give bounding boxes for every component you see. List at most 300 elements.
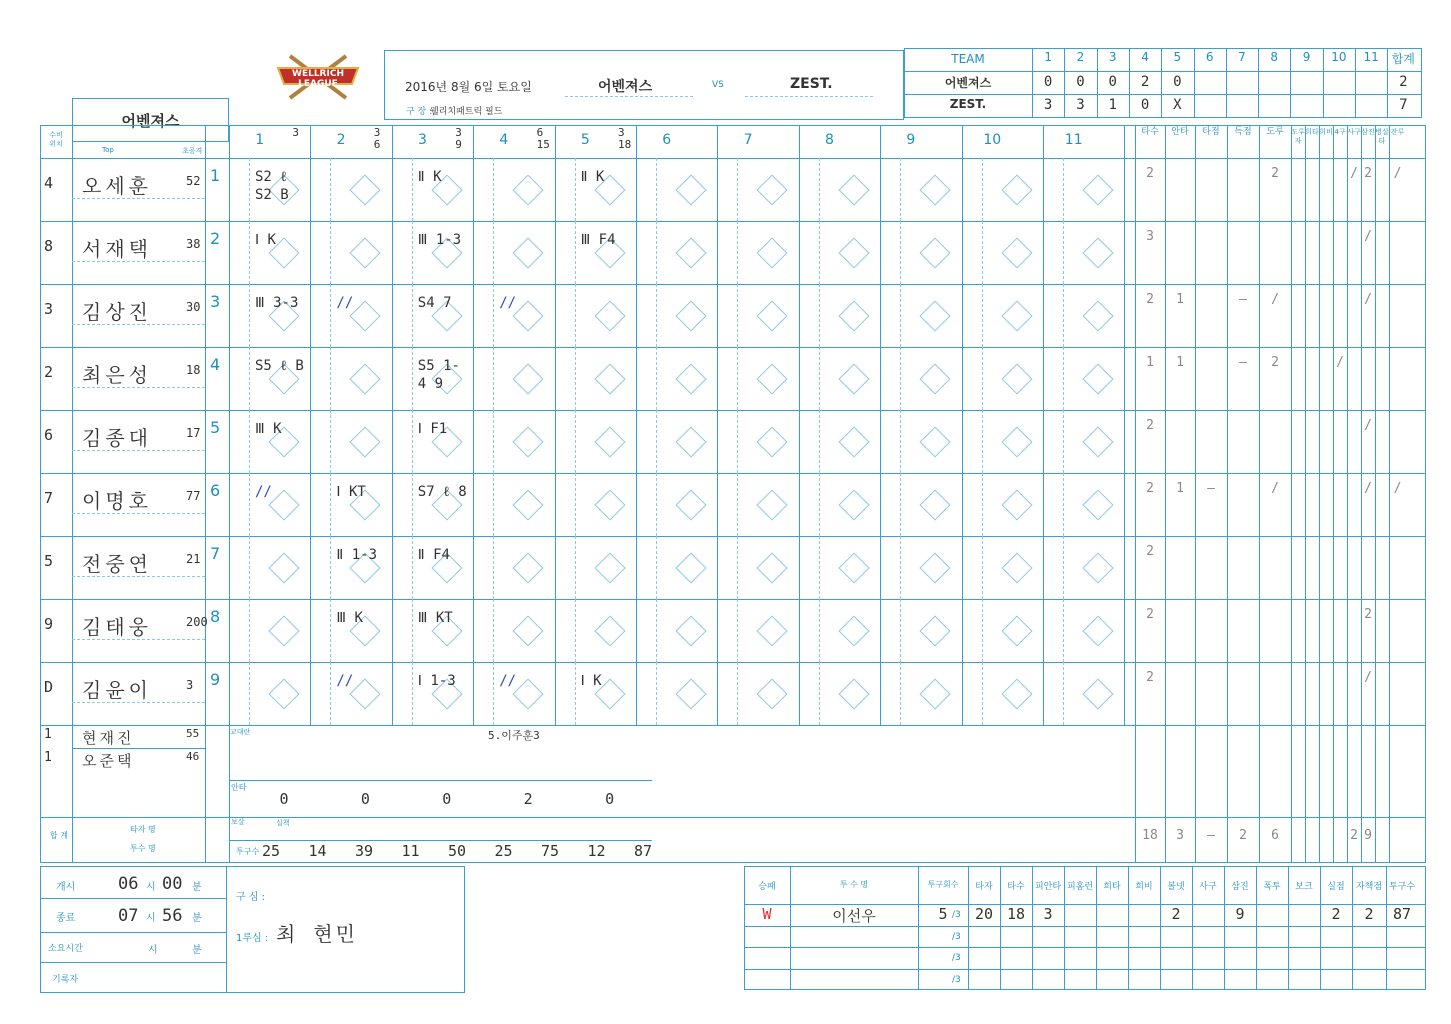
duration-label: 소요시간	[48, 944, 83, 954]
batting-order: 1	[210, 166, 221, 185]
count-dash	[575, 410, 576, 473]
count-dash	[819, 473, 820, 536]
count-dash	[900, 473, 901, 536]
batting-order: 2	[210, 229, 221, 248]
batter-position: 4	[44, 174, 54, 192]
inning-pitches: 12	[587, 842, 606, 860]
batter-position: 7	[44, 489, 54, 507]
count-dash	[982, 599, 983, 662]
row-line	[229, 840, 652, 841]
hour-unit: 시	[148, 945, 158, 956]
inning-header: 5	[1173, 50, 1182, 64]
batter-position: 3	[44, 300, 54, 318]
batter-stat: /	[1271, 292, 1279, 307]
inning-header: 9	[1302, 50, 1311, 64]
count-dash	[1063, 221, 1064, 284]
count-dash	[656, 410, 657, 473]
at-bat-mark: //	[499, 673, 517, 689]
count-dash	[330, 662, 331, 725]
count-dash	[575, 158, 576, 221]
inning-col-header: 10	[983, 132, 1002, 148]
inning-col-header: 9	[906, 132, 916, 148]
count-dash	[330, 410, 331, 473]
inning-col-header: 7	[743, 132, 753, 148]
stat-header: 병살타	[1375, 128, 1389, 145]
row-line	[40, 347, 1426, 348]
batter-stat: 2	[1146, 607, 1154, 622]
stat-header: 도루자	[1291, 128, 1305, 145]
count-dash	[656, 347, 657, 410]
count-dash	[412, 221, 413, 284]
away-team-name: 어벤져스	[598, 79, 653, 95]
grid-line	[880, 125, 881, 725]
count-dash	[493, 662, 494, 725]
count-dash	[900, 158, 901, 221]
name-dash	[72, 639, 205, 640]
count-dash	[900, 284, 901, 347]
inning-score: X	[1173, 97, 1182, 113]
row-line	[40, 221, 1426, 222]
count-dash	[656, 662, 657, 725]
count-dash	[412, 473, 413, 536]
count-dash	[575, 284, 576, 347]
pitchers-label: 투수 명	[130, 844, 156, 853]
count-dash	[900, 599, 901, 662]
count-dash	[249, 599, 250, 662]
inning-hits: 0	[442, 790, 452, 808]
count-dash	[656, 473, 657, 536]
batter-number: 77	[186, 489, 201, 503]
at-bat-mark: S5 ℓ B	[255, 358, 304, 374]
name-dash	[72, 198, 205, 199]
pitching-header: 폭투	[1263, 882, 1281, 892]
at-bat-mark: //	[499, 295, 517, 311]
grid-line	[1333, 125, 1334, 863]
batter-stat: 2	[1146, 418, 1154, 433]
count-dash	[330, 473, 331, 536]
name-dash	[72, 576, 205, 577]
row-line	[229, 780, 652, 781]
batter-position: 2	[44, 363, 54, 381]
league-logo	[272, 52, 364, 102]
grid-line	[799, 125, 800, 725]
count-dash	[1063, 536, 1064, 599]
inning-score: 1	[1108, 97, 1117, 113]
batter-position: 8	[44, 237, 54, 255]
inning-hits: 0	[279, 790, 289, 808]
count-dash	[656, 284, 657, 347]
count-dash	[982, 410, 983, 473]
batter-stat: 1	[1176, 481, 1184, 496]
count-dash	[493, 536, 494, 599]
batter-name: 김윤이	[82, 678, 152, 702]
batter-position: 5	[44, 552, 54, 570]
at-bat-mark: //	[255, 484, 272, 500]
inning-pitches: 25	[494, 842, 513, 860]
stat-header: 타점	[1202, 127, 1220, 137]
name-dash	[72, 324, 205, 325]
end-hour: 07	[118, 906, 139, 926]
score-team-name: 어벤져스	[944, 76, 992, 90]
row-line	[40, 536, 1426, 537]
grid-line	[205, 125, 206, 863]
at-bat-mark: Ⅰ 1-3	[417, 673, 456, 689]
stadium-label: 구 장 :	[406, 107, 433, 117]
count-dash	[900, 347, 901, 410]
stat-total: 3	[1176, 828, 1184, 843]
count-dash	[819, 221, 820, 284]
batting-order: 9	[210, 670, 221, 689]
batter-name: 최은성	[82, 363, 152, 387]
inning-running-total: 3 9	[455, 126, 462, 151]
count-dash	[575, 347, 576, 410]
count-dash	[656, 221, 657, 284]
pitcher-r: 2	[1331, 905, 1341, 923]
sub-position: 1	[44, 727, 52, 742]
count-dash	[575, 221, 576, 284]
stat-total: —	[1207, 828, 1215, 843]
top-header: Top	[102, 146, 114, 154]
attack-header: 초공격	[182, 147, 203, 155]
errors-label: 실책	[276, 819, 290, 827]
score-team-name: ZEST.	[949, 97, 987, 111]
start-min: 00	[162, 874, 183, 894]
row-line	[40, 817, 1426, 818]
count-dash	[330, 599, 331, 662]
count-dash	[819, 662, 820, 725]
batter-name: 서재택	[82, 237, 152, 261]
name-dash	[72, 702, 205, 703]
inning-pitches: 75	[540, 842, 560, 860]
divider	[40, 932, 226, 933]
pitcher-bb: 2	[1171, 905, 1181, 923]
inning-pitches: 14	[308, 842, 327, 860]
end-label: 종료	[56, 913, 76, 924]
pitching-header: 투구수	[1388, 882, 1416, 892]
min-unit: 분	[192, 945, 202, 956]
count-dash	[656, 536, 657, 599]
count-dash	[493, 410, 494, 473]
stat-total: 6	[1271, 828, 1279, 843]
pitches-label: 투구수	[236, 847, 260, 856]
stat-total: 18	[1142, 828, 1158, 843]
stadium-name: 웰리치패트릭 필드	[430, 107, 503, 117]
sub-number: 46	[186, 750, 200, 763]
third-inning-mark: /3	[952, 974, 961, 985]
stat-total: 2	[1239, 828, 1247, 843]
batter-number: 17	[186, 426, 201, 440]
sub-position: 1	[44, 750, 52, 765]
count-dash	[493, 473, 494, 536]
batter-stat: —	[1239, 292, 1247, 307]
sub-note: 5.이주훈3	[488, 729, 540, 742]
at-bat-mark: Ⅱ K	[417, 169, 442, 185]
pitching-header: 승패	[758, 882, 776, 892]
batter-stat: 1	[1176, 355, 1184, 370]
count-dash	[249, 662, 250, 725]
at-bat-mark: Ⅱ 1-3	[336, 547, 377, 563]
at-bat-mark: Ⅲ 3-3	[255, 295, 299, 311]
count-dash	[493, 347, 494, 410]
inning-header: 8	[1270, 50, 1279, 64]
grid-line	[392, 125, 393, 725]
at-bat-mark: Ⅲ 1-3	[417, 232, 462, 248]
batter-number: 38	[186, 237, 201, 251]
team-total: 2	[1399, 74, 1408, 90]
divider	[744, 969, 1426, 970]
count-dash	[982, 158, 983, 221]
count-dash	[737, 599, 738, 662]
count-dash	[412, 662, 413, 725]
pitching-header: 볼넷	[1167, 882, 1185, 892]
chief-umpire-label: 구 심 :	[236, 892, 266, 903]
inning-header: 7	[1238, 50, 1246, 64]
stat-header: 삼진	[1361, 128, 1375, 136]
count-dash	[1063, 410, 1064, 473]
count-dash	[982, 221, 983, 284]
inning-pitches: 50	[447, 842, 467, 860]
batter-stat: /	[1364, 292, 1372, 307]
grid-line	[229, 125, 230, 863]
count-dash	[412, 158, 413, 221]
batting-order: 5	[210, 418, 221, 437]
batter-stat: —	[1207, 481, 1215, 496]
grid-line	[1347, 125, 1348, 863]
at-bat-mark: Ⅱ F4	[417, 547, 450, 563]
batter-stat: /	[1336, 355, 1344, 370]
inning-header: 10	[1331, 50, 1347, 64]
batter-stat: 3	[1146, 229, 1154, 244]
name-dash	[72, 450, 205, 451]
inning-col-header: 6	[662, 132, 672, 148]
team-header: TEAM	[951, 52, 985, 66]
inning-hits: 0	[360, 790, 370, 808]
sub-number: 55	[186, 727, 200, 740]
stat-header: 희타	[1305, 128, 1319, 136]
count-dash	[330, 158, 331, 221]
batter-number: 18	[186, 363, 201, 377]
grid-line	[1227, 125, 1228, 863]
stat-header: 타수	[1141, 127, 1159, 137]
count-dash	[249, 347, 250, 410]
inning-score: 2	[1140, 74, 1150, 90]
inning-pitches: 11	[401, 842, 420, 860]
name-dash	[72, 387, 205, 388]
count-dash	[249, 473, 250, 536]
at-bat-mark: S5 1-4 9	[417, 358, 460, 392]
pitching-header: 보크	[1295, 882, 1313, 892]
count-dash	[330, 347, 331, 410]
grid-line	[473, 125, 474, 725]
pitching-header: 투 수 명	[839, 880, 869, 889]
count-dash	[1063, 599, 1064, 662]
inning-hits: 0	[605, 790, 615, 808]
batter-stat: —	[1239, 355, 1247, 370]
divider	[744, 947, 1426, 948]
count-dash	[493, 599, 494, 662]
at-bat-mark: Ⅲ KT	[417, 610, 453, 626]
divider	[40, 962, 226, 963]
grid-line	[1375, 125, 1376, 863]
pitching-header: 투구회수	[927, 880, 959, 889]
grid-line	[1291, 125, 1292, 863]
total-header: 합계	[1391, 52, 1415, 66]
count-dash	[1063, 473, 1064, 536]
count-dash	[575, 662, 576, 725]
pitching-header: 사구	[1199, 882, 1217, 892]
count-dash	[900, 221, 901, 284]
row-line	[40, 725, 1426, 726]
name-dash	[72, 261, 205, 262]
count-dash	[900, 536, 901, 599]
stat-total: 2	[1350, 828, 1358, 843]
count-dash	[737, 662, 738, 725]
hour-unit: 시	[146, 913, 156, 924]
at-bat-mark: Ⅲ K	[336, 610, 363, 626]
grid-line	[962, 125, 963, 725]
count-dash	[249, 221, 250, 284]
stat-header: 희비	[1319, 128, 1333, 136]
batter-stat: /	[1364, 418, 1372, 433]
count-dash	[249, 284, 250, 347]
home-team-name: ZEST.	[790, 76, 833, 92]
count-dash	[982, 284, 983, 347]
grid-line	[555, 125, 556, 725]
pitching-header: 타자	[975, 882, 993, 892]
pitching-header: 희비	[1135, 882, 1153, 892]
batter-number: 200	[186, 615, 208, 629]
vs-label: VS	[712, 80, 724, 90]
at-bat-mark: Ⅲ K	[255, 421, 282, 437]
at-bat-mark: //	[336, 295, 354, 311]
batter-number: 52	[186, 174, 201, 188]
batter-stat: 2	[1271, 355, 1279, 370]
batting-order: 7	[210, 544, 221, 563]
count-dash	[1063, 347, 1064, 410]
inning-col-header: 2	[336, 132, 346, 148]
end-min: 56	[162, 906, 183, 926]
batter-name: 오세훈	[82, 174, 152, 198]
inning-pitches: 39	[354, 842, 374, 860]
batter-position: D	[44, 678, 54, 696]
batter-stat: 1	[1176, 292, 1184, 307]
pitching-header: 삼진	[1231, 882, 1249, 892]
score-divider	[904, 71, 1422, 72]
count-dash	[493, 284, 494, 347]
stat-header: 사구	[1347, 128, 1361, 136]
count-dash	[1063, 284, 1064, 347]
inning-col-header: 1	[255, 132, 265, 148]
pitcher-result: W	[762, 905, 772, 923]
count-dash	[1063, 158, 1064, 221]
batter-stat: /	[1271, 481, 1279, 496]
count-dash	[900, 662, 901, 725]
count-dash	[819, 284, 820, 347]
batter-number: 3	[186, 678, 194, 692]
batter-stat: /	[1364, 481, 1372, 496]
inning-col-header: 3	[418, 132, 427, 148]
third-inning-mark: /3	[952, 910, 961, 920]
inning-col-header: 5	[580, 132, 590, 148]
inning-header: 1	[1044, 50, 1052, 64]
batter-name: 김종대	[82, 426, 152, 450]
batter-name: 김태웅	[82, 615, 152, 639]
name-dash	[72, 513, 205, 514]
batter-stat: 2	[1146, 481, 1154, 496]
count-dash	[330, 536, 331, 599]
grid-line	[1319, 125, 1320, 863]
batter-stat: 2	[1146, 544, 1154, 559]
batter-stat: 2	[1146, 670, 1154, 685]
batter-stat: /	[1350, 166, 1358, 181]
row-line	[72, 748, 205, 749]
count-dash	[819, 158, 820, 221]
batting-order: 8	[210, 607, 221, 626]
inning-hits: 2	[523, 790, 533, 808]
stat-header: 도루	[1266, 127, 1284, 137]
grid-line	[1043, 125, 1044, 725]
batter-name: 전중연	[82, 552, 152, 576]
batting-order: 6	[210, 481, 221, 500]
count-dash	[656, 599, 657, 662]
count-dash	[1063, 662, 1064, 725]
pitcher-innings: 5	[938, 905, 948, 923]
pos-header: 수비 위치	[49, 131, 63, 148]
inning-running-total: 6 15	[536, 126, 550, 151]
count-dash	[819, 347, 820, 410]
pitching-header: 피홈런	[1066, 882, 1094, 892]
batter-stat: /	[1393, 166, 1402, 181]
start-label: 개시	[56, 882, 76, 893]
divider	[226, 866, 227, 993]
at-bat-mark: Ⅲ F4	[580, 232, 616, 248]
batter-position: 6	[44, 426, 54, 444]
batter-stat: 2	[1364, 607, 1372, 622]
pitching-header: 자책점	[1355, 882, 1383, 892]
sub-label: 교대란	[230, 728, 251, 736]
batter-stat: 2	[1146, 166, 1154, 181]
batting-team-name: 어벤져스	[121, 112, 180, 130]
grid-line	[1305, 125, 1306, 863]
at-bat-mark: //	[336, 673, 354, 689]
pitching-header: 피안타	[1034, 882, 1062, 892]
stat-total: 9	[1364, 828, 1372, 843]
grid-line	[72, 125, 73, 863]
inning-score: 0	[1076, 74, 1085, 90]
at-bat-mark: S4 7	[417, 295, 452, 311]
count-dash	[982, 536, 983, 599]
inning-header: 3	[1108, 50, 1117, 64]
batter-number: 30	[186, 300, 201, 314]
count-dash	[737, 473, 738, 536]
inning-header: 11	[1363, 50, 1379, 64]
hits-label: 안타	[231, 783, 247, 792]
batter-stat: /	[1364, 229, 1372, 244]
inning-score: 0	[1173, 74, 1182, 90]
count-dash	[819, 599, 820, 662]
batting-order: 3	[210, 292, 221, 311]
count-dash	[656, 158, 657, 221]
batter-stat: /	[1393, 481, 1402, 496]
count-dash	[412, 410, 413, 473]
batter-stat: 2	[1146, 292, 1154, 307]
recorder-label: 기록자	[52, 975, 79, 985]
walks-label: 보살	[231, 818, 245, 826]
batter-position: 9	[44, 615, 54, 633]
inning-running-total: 3 6	[373, 126, 381, 151]
inning-pitches: 87	[633, 842, 653, 860]
pitching-header: 실점	[1327, 882, 1345, 892]
